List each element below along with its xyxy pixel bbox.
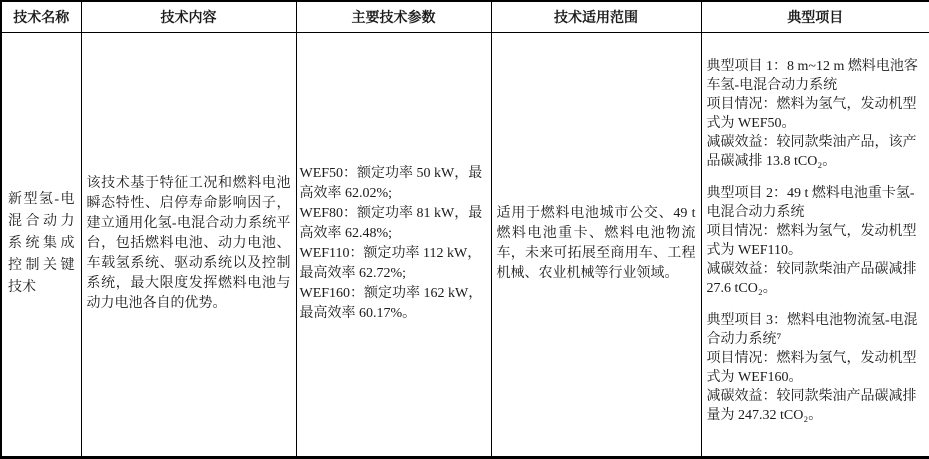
cell-typical-projects bbox=[701, 32, 929, 458]
parameter-line-wef50: WEF50：额定功率 50 kW，最高效率 62.02%; bbox=[299, 166, 483, 202]
project-situation: 项目情况：燃料为氢气，发动机型式为 WEF50。 bbox=[706, 96, 917, 131]
parameter-line-wef110: WEF110：额定功率 112 kW，最高效率 62.72%; bbox=[299, 246, 482, 282]
header-tech-content: 技术内容 bbox=[81, 1, 296, 32]
project-situation: 项目情况：燃料为氢气，发动机型式为 WEF160。 bbox=[706, 350, 917, 385]
header-row bbox=[1, 1, 929, 32]
project-block-3 bbox=[707, 311, 926, 425]
project-block-2 bbox=[707, 184, 926, 298]
project-title: 典型项目 1：8 m~12 m 燃料电池客车氢-电混合动力系统 bbox=[706, 58, 918, 93]
cell-tech-content: 该技术基于特征工况和燃料电池瞬态特性、启停寿命影响因子，建立通用化氢-电混合动力系统平台，包括燃料电池、动力电池、车载氢系统、驱动系统以及控制系统，最大限度发挥燃料电池与动力电池各自的优势。 bbox=[81, 32, 296, 458]
parameter-line-wef160: WEF160：额定功率 162 kW，最高效率 60.17%。 bbox=[299, 286, 483, 322]
cell-tech-name: 新型氢-电混合动力系统集成控制关键技术 bbox=[1, 32, 81, 458]
header-applicable-scope: 技术适用范围 bbox=[491, 1, 701, 32]
project-benefit: 减碳效益：较同款柴油产品碳减排 27.6 tCO₂。 bbox=[706, 261, 917, 296]
project-benefit: 减碳效益：较同款柴油产品碳减排量为 247.32 tCO₂。 bbox=[706, 388, 917, 423]
header-typical-projects: 典型项目 bbox=[701, 1, 929, 32]
cell-applicable-scope: 适用于燃料电池城市公交、49 t 燃料电池重卡、燃料电池物流车，未来可拓展至商用车、工程机械、农业机械等行业领域。 bbox=[491, 32, 701, 458]
project-situation: 项目情况：燃料为氢气，发动机型式为 WEF110。 bbox=[706, 223, 917, 258]
project-title: 典型项目 2：49 t 燃料电池重卡氢-电混合动力系统 bbox=[706, 185, 915, 220]
header-tech-name: 技术名称 bbox=[1, 1, 81, 32]
project-title: 典型项目 3：燃料电池物流氢-电混合动力系统⁷ bbox=[706, 312, 918, 347]
parameter-line-wef80: WEF80：额定功率 81 kW，最高效率 62.48%; bbox=[299, 206, 483, 242]
project-block-1 bbox=[707, 57, 926, 171]
project-benefit: 减碳效益：较同款柴油产品，该产品碳减排 13.8 tCO₂。 bbox=[706, 134, 917, 169]
table-row bbox=[1, 32, 929, 458]
cell-main-parameters bbox=[296, 32, 491, 458]
header-main-parameters: 主要技术参数 bbox=[296, 1, 491, 32]
